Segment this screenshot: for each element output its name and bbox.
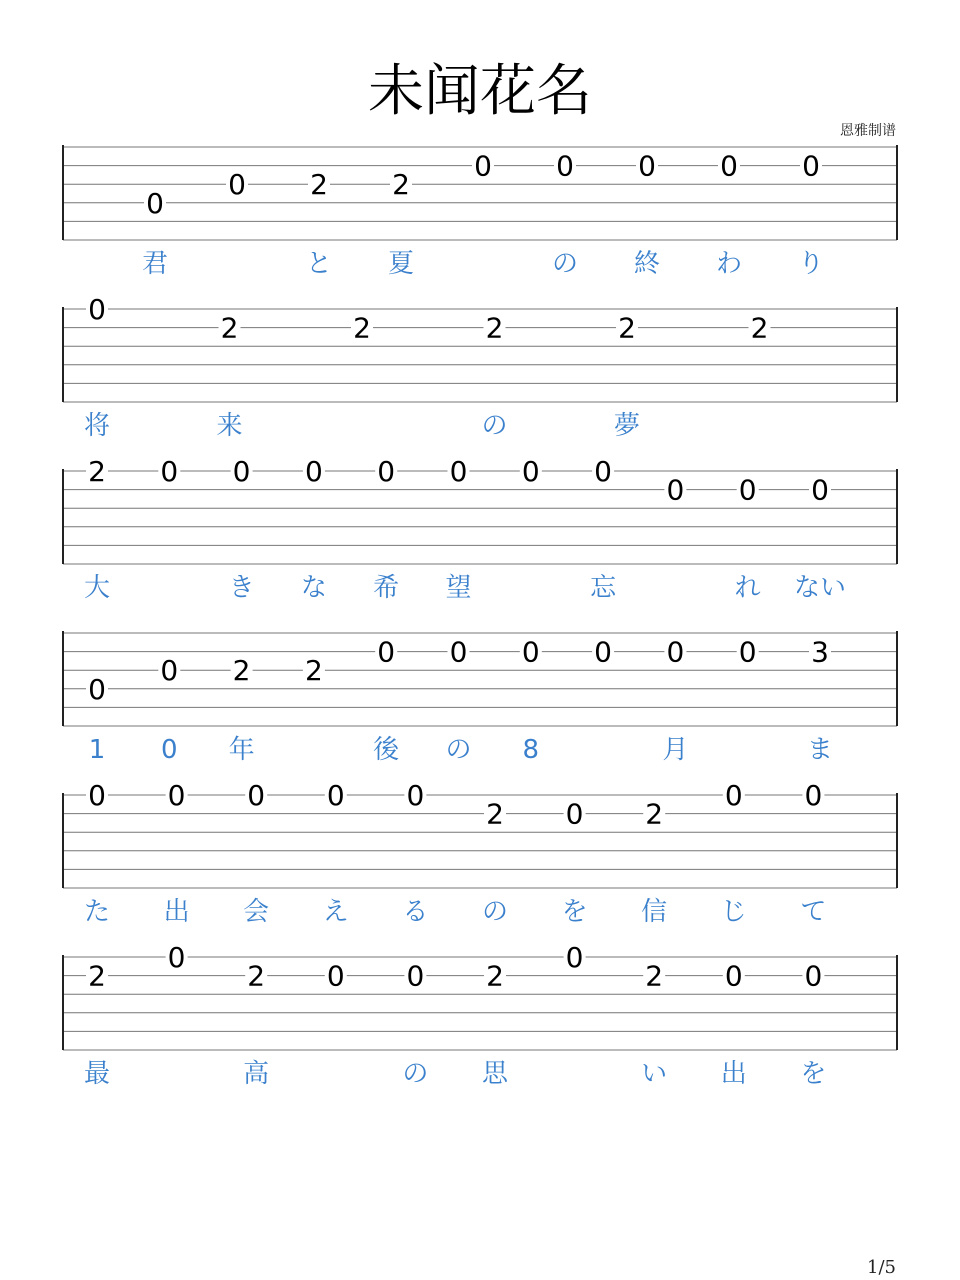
- fret-number: 2: [750, 311, 769, 345]
- fret-number: 0: [738, 635, 757, 669]
- tab-system: [0, 293, 960, 467]
- lyric-syllable: わ: [715, 249, 743, 279]
- lyric-syllable: 高: [243, 1059, 270, 1089]
- lyrics-row: [0, 955, 960, 1115]
- fret-number: 2: [485, 311, 504, 345]
- fret-number: 0: [232, 455, 251, 488]
- fret-number: 2: [247, 959, 266, 993]
- lyric-syllable: き: [228, 573, 255, 603]
- fret-number: 0: [449, 635, 468, 669]
- lyrics-row: [0, 145, 960, 305]
- fret-number: 2: [220, 311, 239, 345]
- fret-number: 0: [724, 959, 743, 993]
- fret-number: 2: [304, 654, 323, 688]
- lyric-syllable: 将: [83, 411, 111, 441]
- fret-number: 0: [160, 455, 179, 488]
- lyric-syllable: 夢: [613, 411, 641, 441]
- lyric-syllable: 夏: [387, 249, 415, 279]
- fret-number: 0: [565, 941, 584, 974]
- fret-number: 2: [392, 168, 410, 202]
- lyric-syllable: え: [322, 897, 349, 927]
- fret-number: 0: [474, 149, 492, 183]
- fret-number: 0: [521, 635, 540, 669]
- fret-number: 2: [486, 797, 504, 831]
- lyric-syllable: な: [300, 573, 327, 603]
- fret-number: 2: [618, 311, 636, 345]
- lyrics-row: [0, 631, 960, 791]
- lyric-syllable: 忘: [590, 573, 617, 603]
- fret-number: 3: [811, 635, 829, 669]
- lyric-syllable: 最: [83, 1059, 111, 1089]
- fret-number: 0: [160, 654, 179, 688]
- fret-number: 0: [406, 779, 425, 812]
- lyric-syllable: た: [83, 897, 111, 927]
- lyric-syllable: 後: [373, 735, 400, 765]
- fret-number: 0: [666, 473, 685, 507]
- fret-number: 0: [88, 779, 106, 812]
- fret-number: 2: [232, 654, 251, 688]
- lyric-syllable: 出: [720, 1059, 747, 1089]
- lyric-syllable: 思: [481, 1059, 509, 1089]
- fret-number: 0: [449, 455, 468, 488]
- lyric-syllable: の: [445, 735, 472, 765]
- fret-number: 0: [304, 455, 323, 488]
- fret-number: 0: [88, 672, 106, 706]
- fret-number: 0: [326, 779, 345, 812]
- fret-number: 0: [594, 455, 613, 488]
- lyric-syllable: て: [800, 897, 827, 927]
- lyrics-row: [0, 307, 960, 467]
- fret-number: 0: [556, 149, 574, 183]
- fret-number: 2: [645, 797, 664, 831]
- fret-number: 0: [146, 186, 164, 220]
- lyric-syllable: れ: [734, 573, 761, 603]
- lyric-syllable: 望: [445, 573, 472, 603]
- lyric-syllable: 信: [641, 897, 668, 927]
- fret-number: 0: [377, 635, 396, 669]
- fret-number: 0: [377, 455, 396, 488]
- fret-number: 2: [88, 959, 106, 993]
- tab-system: [0, 941, 960, 1115]
- lyric-syllable: 1: [88, 735, 106, 765]
- lyric-syllable: を: [561, 897, 588, 927]
- fret-number: 0: [88, 293, 106, 326]
- lyric-syllable: を: [800, 1059, 827, 1089]
- page-number: 1/5: [867, 1257, 896, 1278]
- fret-number: 0: [804, 959, 823, 993]
- lyric-syllable: の: [402, 1059, 429, 1089]
- lyric-syllable: 月: [662, 735, 689, 765]
- fret-number: 0: [406, 959, 425, 993]
- fret-number: 0: [720, 149, 738, 183]
- fret-number: 2: [310, 168, 328, 202]
- lyric-syllable: ない: [793, 573, 847, 603]
- lyric-syllable: と: [305, 249, 333, 279]
- lyric-syllable: 君: [141, 249, 169, 279]
- lyric-syllable: 年: [228, 735, 255, 765]
- fret-number: 0: [811, 473, 829, 507]
- fret-number: 0: [802, 149, 820, 183]
- lyric-syllable: い: [641, 1059, 668, 1089]
- tab-system: [0, 145, 960, 305]
- fret-number: 2: [88, 455, 106, 488]
- fret-number: 0: [594, 635, 613, 669]
- fret-number: 0: [724, 779, 743, 812]
- lyrics-row: [0, 469, 960, 629]
- fret-number: 0: [167, 779, 186, 812]
- lyrics-row: [0, 793, 960, 953]
- tab-system: [0, 779, 960, 953]
- lyric-syllable: る: [402, 897, 429, 927]
- lyric-syllable: り: [797, 249, 825, 279]
- fret-number: 0: [638, 149, 656, 183]
- lyric-syllable: の: [481, 411, 508, 441]
- fret-number: 2: [353, 311, 371, 345]
- fret-number: 0: [804, 779, 823, 812]
- lyric-syllable: じ: [720, 897, 747, 927]
- tab-system: [0, 631, 960, 791]
- arranger-credit: 恩雅制谱: [840, 123, 896, 139]
- lyric-syllable: 希: [373, 573, 400, 603]
- score-title: 未闻花名: [368, 59, 592, 124]
- fret-number: 0: [666, 635, 685, 669]
- lyric-syllable: 会: [243, 897, 270, 927]
- fret-number: 2: [645, 959, 664, 993]
- lyric-syllable: 大: [83, 573, 111, 603]
- lyric-syllable: 終: [633, 249, 661, 279]
- fret-number: 0: [167, 941, 186, 974]
- lyric-syllable: 8: [522, 735, 540, 765]
- fret-number: 2: [486, 959, 504, 993]
- lyric-syllable: 出: [163, 897, 190, 927]
- fret-number: 0: [247, 779, 266, 812]
- tab-system: [0, 455, 960, 629]
- lyric-syllable: ま: [806, 735, 834, 765]
- fret-number: 0: [565, 797, 584, 831]
- lyric-syllable: 0: [161, 735, 178, 765]
- fret-number: 0: [521, 455, 540, 488]
- lyric-syllable: の: [481, 897, 509, 927]
- lyric-syllable: 来: [216, 411, 243, 441]
- fret-number: 0: [738, 473, 757, 507]
- fret-number: 0: [228, 168, 246, 202]
- fret-number: 0: [326, 959, 345, 993]
- lyric-syllable: の: [551, 249, 579, 279]
